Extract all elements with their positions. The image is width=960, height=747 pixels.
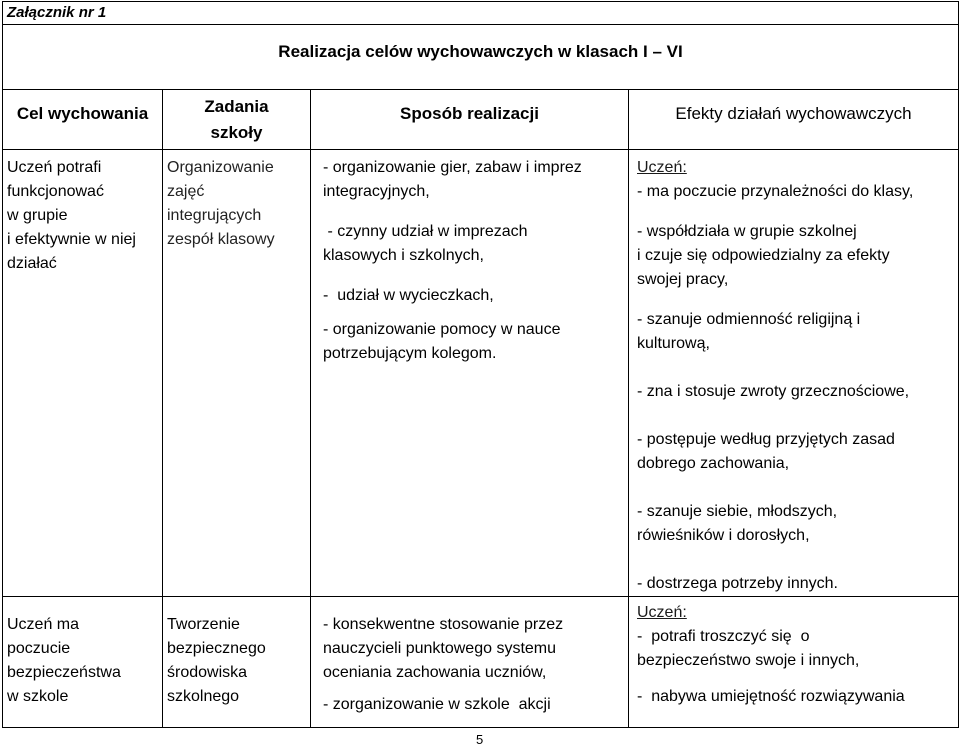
row1-methods <box>311 150 628 366</box>
row1-effects-cell <box>629 150 959 597</box>
header-effects-cell <box>629 90 959 150</box>
method-line: - organizowanie pomocy w nauce <box>323 321 561 338</box>
effect-line: - zna i stosuje zwroty grzecznościowe, <box>637 383 910 400</box>
method-item <box>323 318 624 366</box>
row1-task-cell <box>163 150 311 597</box>
effect-item <box>637 380 954 404</box>
method-line: potrzebującym kolegom. <box>323 345 497 362</box>
row1-effects <box>629 150 958 596</box>
effect-line: - potrafi troszczyć się o <box>637 628 810 645</box>
method-line: integracyjnych, <box>323 183 430 200</box>
row1-goal-cell <box>3 150 163 597</box>
row2-methods-cell <box>311 597 629 728</box>
method-line: oceniania zachowania uczniów, <box>323 664 547 681</box>
row1-goal <box>3 150 162 276</box>
row2-task-line: Tworzenie <box>167 616 240 633</box>
effect-line: - szanuje odmienność religijną i <box>637 311 861 328</box>
effect-line: - współdziała w grupie szkolnej <box>637 223 857 240</box>
effect-item <box>637 572 954 596</box>
page-title: Realizacja celów wychowawczych w klasach I – VI <box>278 42 683 61</box>
effect-item <box>637 625 954 673</box>
effect-line: - dostrzega potrzeby innych. <box>637 575 838 592</box>
row1-goal-line: funkcjonować <box>7 183 104 200</box>
method-line: - czynny udział w imprezach <box>323 223 528 240</box>
row1-task-line: Organizowanie <box>167 159 274 176</box>
effect-line: - nabywa umiejętność rozwiązywania <box>637 688 905 705</box>
effect-line: i czuje się odpowiedzialny za efekty <box>637 247 890 264</box>
effect-item <box>637 220 954 292</box>
row1-goal-line: Uczeń potrafi <box>7 159 102 176</box>
header-effects: Efekty działań wychowawczych <box>675 104 912 123</box>
row2-goal-line: poczucie <box>7 640 71 657</box>
page-number: 5 <box>476 732 484 747</box>
effect-line: - ma poczucie przynależności do klasy, <box>637 183 914 200</box>
row2-methods <box>311 597 628 717</box>
method-line: klasowych i szkolnych, <box>323 247 484 264</box>
row2-effects-cell <box>629 597 959 728</box>
header-tasks <box>163 90 310 149</box>
annex-cell <box>3 2 959 25</box>
method-item <box>323 156 624 204</box>
effect-line: - szanuje siebie, młodszych, <box>637 503 838 520</box>
row2-goal-line: Uczeń ma <box>7 616 80 633</box>
header-tasks-line2: szkoły <box>210 123 263 142</box>
row2-goal-line: w szkole <box>7 688 69 705</box>
effect-line: swojej pracy, <box>637 271 729 288</box>
row1-goal-line: i efektywnie w niej <box>7 231 136 248</box>
effect-line: dobrego zachowania, <box>637 455 790 472</box>
plan-table <box>2 1 959 728</box>
method-line: - udział w wycieczkach, <box>323 287 494 304</box>
row1-methods-cell <box>311 150 629 597</box>
row2-goal <box>3 597 162 709</box>
annex-label: Załącznik nr 1 <box>7 4 107 21</box>
title-cell <box>3 25 959 90</box>
effects-heading <box>637 156 954 180</box>
row2-task-line: bezpiecznego <box>167 640 266 657</box>
effects-heading-text: Uczeń: <box>637 604 687 621</box>
row2-goal-cell <box>3 597 163 728</box>
effect-line: - postępuje według przyjętych zasad <box>637 431 895 448</box>
effects-heading <box>637 601 954 625</box>
row2-task-cell <box>163 597 311 728</box>
effect-item <box>637 685 954 709</box>
header-method: Sposób realizacji <box>400 104 539 123</box>
effects-heading-text: Uczeń: <box>637 159 687 176</box>
effect-line: rówieśników i dorosłych, <box>637 527 810 544</box>
row1-task <box>163 150 310 252</box>
row1-goal-line: w grupie <box>7 207 68 224</box>
header-goal-cell <box>3 90 163 150</box>
method-line: - organizowanie gier, zabaw i imprez <box>323 159 582 176</box>
method-item <box>323 220 624 268</box>
header-goal: Cel wychowania <box>16 104 149 123</box>
row2-effects <box>629 597 958 709</box>
row2-goal-line: bezpieczeństwa <box>7 664 121 681</box>
row1-task-line: zajęć <box>167 183 205 200</box>
effect-line: kulturową, <box>637 335 710 352</box>
method-line: - zorganizowanie w szkole akcji <box>323 696 551 713</box>
method-line: nauczycieli punktowego systemu <box>323 640 557 657</box>
header-tasks-cell <box>163 90 311 150</box>
row1-task-line: integrujących <box>167 207 262 224</box>
effect-item <box>637 500 954 548</box>
row2-task <box>163 597 310 709</box>
effect-line: bezpieczeństwo swoje i innych, <box>637 652 860 669</box>
row2-task-line: szkolnego <box>167 688 240 705</box>
header-method-cell <box>311 90 629 150</box>
effect-item <box>637 308 954 356</box>
row1-task-line: zespół klasowy <box>167 231 275 248</box>
method-item <box>323 284 624 308</box>
effect-item <box>637 428 954 476</box>
header-tasks-line1: Zadania <box>204 97 269 116</box>
method-item <box>323 613 624 685</box>
method-item <box>323 693 624 717</box>
method-line: - konsekwentne stosowanie przez <box>323 616 564 633</box>
row2-task-line: środowiska <box>167 664 248 681</box>
row1-goal-line: działać <box>7 255 57 272</box>
effect-item <box>637 180 954 204</box>
